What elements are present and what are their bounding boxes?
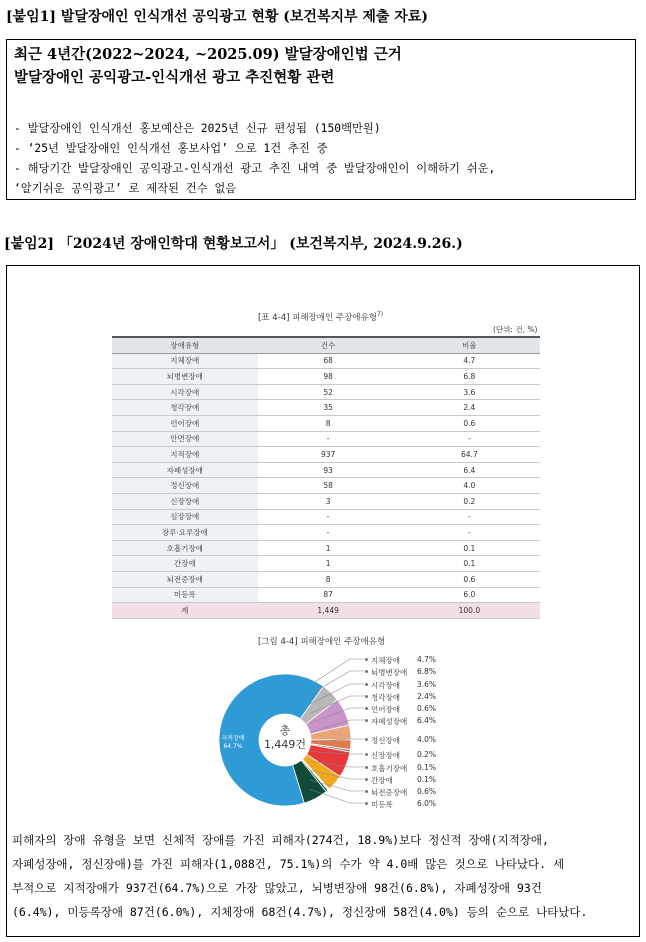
summary-bullet-2: - ‘25년 발달장애인 인식개선 홍보사업’ 으로 1건 추진 중 — [14, 142, 328, 155]
table-cell-type: 지체장애 — [112, 353, 258, 369]
table-cell-ratio: 0.1 — [399, 540, 540, 556]
table-cell-type: 계 — [112, 603, 258, 619]
legend-label: 호흡기장애 — [371, 764, 408, 773]
table-cell-type: 뇌전증장애 — [112, 571, 258, 587]
table-row — [112, 509, 540, 525]
table-cell-ratio: 0.6 — [399, 415, 540, 431]
leader-line — [310, 752, 364, 755]
legend-percent: 6.4% — [417, 716, 437, 725]
legend-percent: 0.6% — [417, 704, 437, 713]
leader-line — [310, 771, 364, 780]
table-row — [112, 525, 540, 541]
figure-caption: [그림 4-4] 피해장애인 주장애유형 — [258, 637, 386, 647]
table-cell-ratio: 2.4 — [399, 400, 540, 416]
table-cell-type: 미등록 — [112, 587, 258, 603]
legend-marker — [365, 753, 368, 756]
legend-marker — [365, 695, 368, 698]
table-cell-ratio: - — [399, 431, 540, 447]
table-row — [112, 587, 540, 603]
analysis-paragraph-line-1: 피해자의 장애 유형을 보면 신체적 장애를 가진 피해자(274건, 18.9%)보다 정신적 장애(지적장애, — [12, 833, 549, 847]
table-row — [112, 556, 540, 572]
leader-line — [310, 761, 364, 767]
table-cell-count: 3 — [258, 493, 399, 509]
table-cell-count: 58 — [258, 478, 399, 494]
table-cell-count: 8 — [258, 415, 399, 431]
legend-percent: 0.6% — [417, 787, 437, 796]
leader-line — [310, 720, 364, 733]
table-cell-type: 간장애 — [112, 556, 258, 572]
legend-label: 시각장애 — [371, 681, 400, 690]
table-cell-type: 호흡기장애 — [112, 540, 258, 556]
legend-label: 청각장애 — [371, 693, 400, 702]
table-cell-type: 정신장애 — [112, 478, 258, 494]
table-cell-type: 신장장애 — [112, 493, 258, 509]
table-caption: [표 4-4] 피해장애인 주장애유형$^{7)}$ — [258, 311, 384, 323]
table-header: 건수 — [258, 337, 399, 353]
table-row — [112, 447, 540, 463]
legend-percent: 3.6% — [417, 680, 437, 689]
table-cell-ratio: 6.4 — [399, 462, 540, 478]
table-cell-ratio: 0.2 — [399, 493, 540, 509]
legend-marker — [365, 802, 368, 805]
leader-line — [310, 671, 364, 695]
table-cell-type: 안면장애 — [112, 431, 258, 447]
legend-percent: 4.7% — [417, 655, 437, 664]
legend-percent: 0.1% — [417, 775, 437, 784]
table-row — [112, 493, 540, 509]
leader-line — [310, 780, 364, 791]
table-cell-ratio: - — [399, 509, 540, 525]
big-slice-label-2: 64.7% — [223, 743, 243, 750]
attachment-2-title: [붙임2] 「2024년 장애인학대 현황보고서」 (보건복지부, 2024.9.26.) — [4, 236, 463, 252]
summary-headline-1: 최근 4년간(2022~2024, ~2025.09) 발달장애인법 근거 — [14, 46, 402, 63]
table-cell-ratio: 6.8 — [399, 369, 540, 385]
legend-marker — [365, 719, 368, 722]
table-row — [112, 431, 540, 447]
table-row — [112, 400, 540, 416]
table-cell-count: - — [258, 509, 399, 525]
leader-line — [310, 659, 364, 685]
table-row — [112, 540, 540, 556]
table-cell-ratio: - — [399, 525, 540, 541]
table-row — [112, 369, 540, 385]
leader-line — [310, 696, 364, 714]
table-cell-type: 지적장애 — [112, 447, 258, 463]
legend-percent: 0.1% — [417, 763, 437, 772]
legend-marker — [365, 738, 368, 741]
table-cell-ratio: 4.7 — [399, 353, 540, 369]
analysis-paragraph-line-4: (6.4%), 미등록장애 87건(6.0%), 지체장애 68건(4.7%), 정신장애 58건(4.0%) 등의 순으로 나타났다. — [12, 905, 588, 919]
legend-percent: 0.2% — [417, 750, 437, 759]
disability-type-table — [112, 336, 540, 619]
chart-center-label-2: 1,449건 — [263, 738, 307, 751]
table-cell-type: 자폐성장애 — [112, 462, 258, 478]
table-row — [112, 384, 540, 400]
table-unit: (단위: 건, %) — [493, 325, 538, 334]
analysis-paragraph-line-3: 부적으로 지적장애가 937건(64.7%)으로 가장 많았고, 뇌병변장애 98건(6.8%), 자폐성장애 93건 — [12, 881, 542, 895]
legend-marker — [365, 670, 368, 673]
table-cell-count: 35 — [258, 400, 399, 416]
table-cell-ratio: 6.0 — [399, 587, 540, 603]
table-cell-ratio: 3.6 — [399, 384, 540, 400]
attachment-1-title: [붙임1] 발달장애인 인식개선 공익광고 현황 (보건복지부 제출 자료) — [6, 9, 428, 25]
big-slice-label-1: 지적장애 — [221, 735, 245, 742]
table-cell-count: 98 — [258, 369, 399, 385]
summary-bullet-1: - 발달장애인 인식개선 홍보예산은 2025년 신규 편성됨 (150백만원) — [14, 122, 381, 135]
table-header: 비율 — [399, 337, 540, 353]
table-cell-count: 93 — [258, 462, 399, 478]
legend-label: 미등록 — [371, 800, 393, 809]
table-cell-count: 87 — [258, 587, 399, 603]
table-cell-type: 시각장애 — [112, 384, 258, 400]
table-header: 장애유형 — [112, 337, 258, 353]
leader-line — [310, 790, 364, 804]
analysis-paragraph-line-2: 자폐성장애, 정신장애)를 가진 피해자(1,088건, 75.1%)의 수가 약 4.0배 많은 것으로 나타났다. 세 — [12, 857, 565, 871]
table-cell-count: 1 — [258, 556, 399, 572]
table-cell-ratio: 0.1 — [399, 556, 540, 572]
table-cell-ratio: 4.0 — [399, 478, 540, 494]
legend-label: 간장애 — [371, 776, 393, 785]
leader-line — [310, 739, 364, 742]
table-cell-type: 장루·요루장애 — [112, 525, 258, 541]
table-row — [112, 603, 540, 619]
table-cell-count: 68 — [258, 353, 399, 369]
legend-percent: 6.0% — [417, 799, 437, 808]
table-cell-count: - — [258, 525, 399, 541]
table-cell-type: 뇌병변장애 — [112, 369, 258, 385]
table-cell-type: 청각장애 — [112, 400, 258, 416]
leader-line — [310, 684, 364, 704]
table-cell-count: 937 — [258, 447, 399, 463]
table-cell-type: 심장장애 — [112, 509, 258, 525]
summary-bullet-3: - 해당기간 발달장애인 공익광고-인식개선 광고 추진 내역 중 발달장애인이 이해하기 쉬운, — [14, 162, 496, 175]
table-row — [112, 571, 540, 587]
legend-label: 뇌전증장애 — [371, 788, 408, 797]
table-cell-type: 언어장애 — [112, 415, 258, 431]
legend-marker — [365, 707, 368, 710]
table-cell-ratio: 100.0 — [399, 603, 540, 619]
chart-center-label-1: 총 — [279, 724, 291, 737]
legend-marker — [365, 790, 368, 793]
legend-marker — [365, 683, 368, 686]
summary-bullet-3-cont: ‘알기쉬운 공익광고’ 로 제작된 건수 없음 — [14, 182, 237, 195]
summary-box — [6, 39, 636, 200]
table-row — [112, 478, 540, 494]
table-row — [112, 353, 540, 369]
table-row — [112, 415, 540, 431]
summary-headline-2: 발달장애인 공익광고-인식개선 광고 추진현황 관련 — [14, 69, 335, 86]
table-cell-count: 52 — [258, 384, 399, 400]
legend-percent: 6.8% — [417, 667, 437, 676]
legend-leader-lines — [300, 655, 370, 810]
legend-percent: 4.0% — [417, 735, 437, 744]
legend-label: 자폐성장애 — [371, 717, 408, 726]
legend-percent: 2.4% — [417, 692, 437, 701]
table-cell-ratio: 0.6 — [399, 571, 540, 587]
table-cell-count: - — [258, 431, 399, 447]
legend-marker — [365, 766, 368, 769]
legend-label: 지체장애 — [371, 656, 400, 665]
legend-label: 신장장애 — [371, 751, 400, 760]
table-cell-count: 1,449 — [258, 603, 399, 619]
legend-marker — [365, 658, 368, 661]
table-cell-count: 8 — [258, 571, 399, 587]
legend-label: 뇌병변장애 — [371, 668, 408, 677]
legend-marker — [365, 778, 368, 781]
table-row — [112, 462, 540, 478]
table-cell-ratio: 64.7 — [399, 447, 540, 463]
legend-label: 정신장애 — [371, 736, 400, 745]
legend-label: 언어장애 — [371, 705, 400, 714]
table-cell-count: 1 — [258, 540, 399, 556]
